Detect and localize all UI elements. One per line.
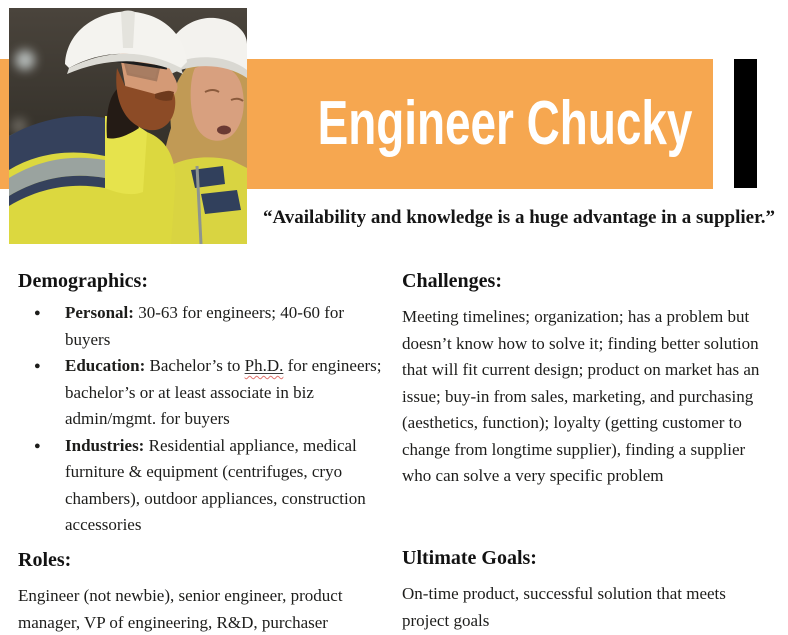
persona-title-wrap <box>252 59 758 189</box>
ultimate-goals-heading: Ultimate Goals: <box>402 547 537 569</box>
roles-body: Engineer (not newbie), senior engineer, product manager, VP of engineering, R&D, purchaser <box>18 586 343 632</box>
roles-heading: Roles: <box>18 549 72 571</box>
persona-title: Engineer Chucky <box>317 89 693 158</box>
persona-quote: “Availability and knowledge is a huge advantage in a supplier.” <box>262 207 776 228</box>
section-ultimate-goals <box>402 545 774 634</box>
challenges-body: Meeting timelines; organization; has a problem but doesn’t know how to solve it; finding better solution that will fit current design; product on market has an issue; buy-in from sales, marketing, and purchasing (aesthetics, function); loyalty (getting customer to change from longtime supplier), finding a supplier who can solve a very specific problem <box>402 307 760 485</box>
persona-photo <box>9 8 247 244</box>
section-challenges <box>402 268 768 490</box>
education-text-before: Bachelor’s to <box>145 356 245 375</box>
bullet-icon: ● <box>34 439 41 452</box>
education-label: Education: <box>65 356 146 375</box>
bokeh-light <box>15 50 35 70</box>
list-item-personal <box>18 300 392 353</box>
demographics-list <box>18 300 392 539</box>
bullet-icon: ● <box>34 307 41 319</box>
personal-label: Personal: <box>65 303 134 322</box>
spellcheck-squiggle: Ph.D. <box>244 356 284 375</box>
industries-text: Residential appliance, medical furniture & equipment (centrifuges, cryo chambers), outdoor appliances, construction accessories <box>65 435 366 534</box>
section-roles <box>18 547 394 635</box>
two-engineers-photo-illustration <box>9 8 247 244</box>
industries-label: Industries: <box>65 435 145 455</box>
bullet-icon: ● <box>34 360 41 372</box>
challenges-heading: Challenges: <box>402 270 502 292</box>
ultimate-goals-body: On-time product, successful solution that meets project goals <box>402 584 726 630</box>
education-flagged-word <box>245 356 284 375</box>
section-demographics <box>18 268 392 539</box>
education-text-after: for engineers; bachelor’s or at least associate in biz admin/mgmt. for buyers <box>65 356 382 428</box>
list-item-education <box>18 353 392 433</box>
list-item-industries <box>18 433 392 539</box>
demographics-heading: Demographics: <box>18 270 148 292</box>
personal-text: 30-63 for engineers; 40-60 for buyers <box>65 303 345 349</box>
